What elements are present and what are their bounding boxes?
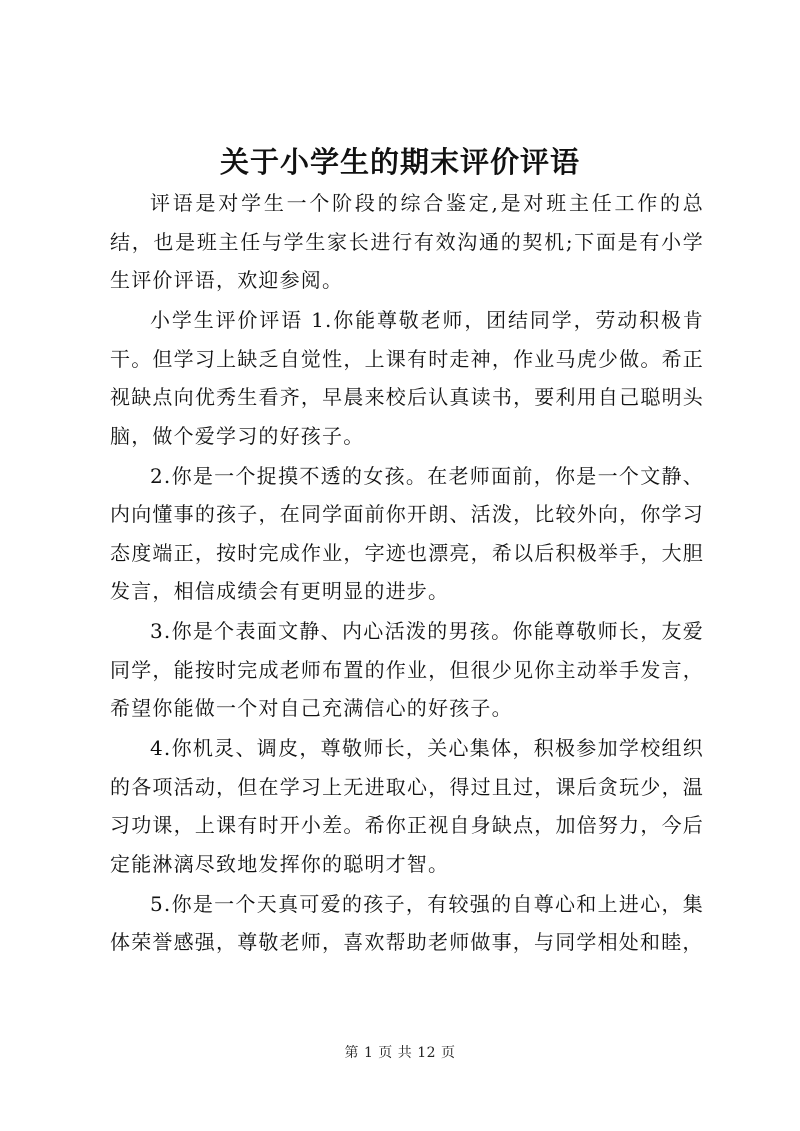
paragraph-comment-4: 4.你机灵、调皮，尊敬师长，关心集体，积极参加学校组织的各项活动，但在学习上无进取心，得过且过，课后贪玩少，温习功课，上课有时开小差。希你正视自身缺点，加倍努力，今后定能淋漓尽致地发挥你的聪明才智。 bbox=[110, 736, 704, 876]
page-title: 关于小学生的期末评价评语 bbox=[219, 145, 580, 179]
document-body bbox=[110, 184, 704, 962]
paragraph-comment-1: 小学生评价评语 1.你能尊敬老师，团结同学，劳动积极肯干。但学习上缺乏自觉性，上课有时走神，作业马虎少做。希正视缺点向优秀生看齐，早晨来校后认真读书，要利用自己聪明头脑，做个爱学习的好孩子。 bbox=[110, 308, 704, 448]
paragraph-comment-2: 2.你是一个捉摸不透的女孩。在老师面前，你是一个文静、内向懂事的孩子，在同学面前你开朗、活泼，比较外向，你学习态度端正，按时完成作业，字迹也漂亮，希以后积极举手，大胆发言，相信成绩会有更明显的进步。 bbox=[110, 463, 704, 603]
paragraph-comment-5: 5.你是一个天真可爱的孩子，有较强的自尊心和上进心，集体荣誉感强，尊敬老师，喜欢帮助老师做事，与同学相处和睦， bbox=[110, 891, 704, 954]
paragraph-comment-3: 3.你是个表面文静、内心活泼的男孩。你能尊敬师长，友爱同学，能按时完成老师布置的作业，但很少见你主动举手发言，希望你能做一个对自己充满信心的好孩子。 bbox=[110, 619, 704, 720]
paragraph-intro: 评语是对学生一个阶段的综合鉴定,是对班主任工作的总结，也是班主任与学生家长进行有效沟通的契机;下面是有小学生评价评语，欢迎参阅。 bbox=[110, 191, 704, 292]
page-number-footer: 第 1 页 共 12 页 bbox=[344, 1045, 456, 1061]
